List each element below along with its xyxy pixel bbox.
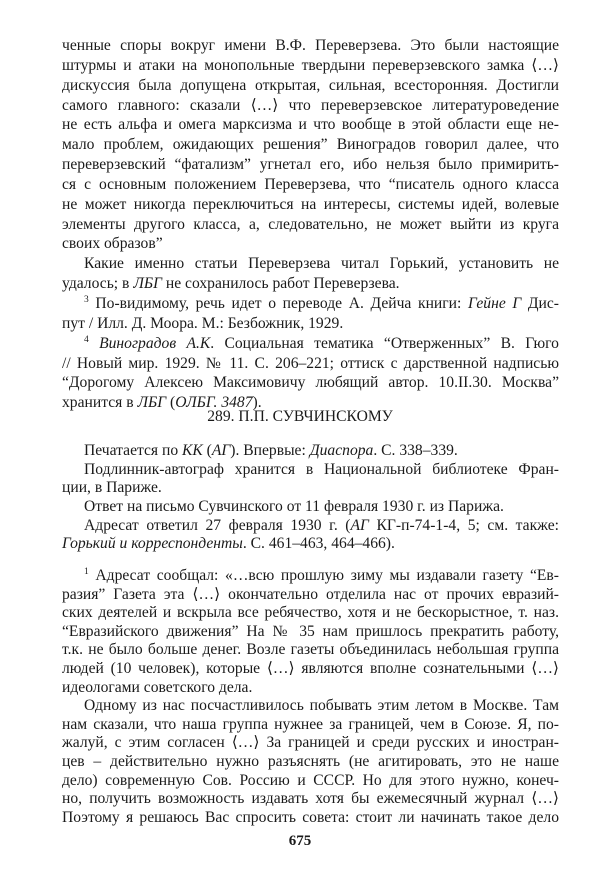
footnote-1	[62, 567, 559, 827]
text-line	[62, 697, 559, 716]
letter-heading: 289. П.П. СУВЧИНСКОМУ	[207, 408, 393, 425]
text-segment: . Социальная тематика “Отверженных” В. Гюго	[210, 334, 559, 352]
text-line	[62, 274, 559, 294]
text-segment: ). Впервые:	[230, 442, 310, 459]
text-line	[62, 76, 559, 96]
text-segment: пут / Илл. Д. Моора. М.: Безбожник, 1929.	[62, 314, 344, 332]
text-line	[62, 373, 559, 393]
text-line	[62, 254, 559, 274]
text-segment: штурмы и атаки на монопольные твердыни переверзевского замка ⟨…⟩	[62, 56, 559, 74]
text-line	[62, 294, 559, 314]
text-segment: Печатается по	[84, 442, 183, 459]
text-segment	[89, 335, 99, 352]
text-line	[62, 234, 559, 254]
text-line	[62, 753, 559, 772]
text-segment: Адресат сообщал: «…всю прошлую зиму мы издавали газету “Ев-	[88, 567, 559, 584]
text-line	[62, 135, 559, 155]
text-line	[62, 660, 559, 679]
italic-text: КК	[182, 442, 203, 459]
text-line	[62, 567, 559, 586]
text-segment: Адресат ответил 27 февраля 1930 г. (	[84, 516, 351, 534]
italic-text: Горький и корреспонденты	[62, 535, 243, 553]
text-segment: ских деятелей и вскрыла все ребячество, хотя и не бескорыстное, т. наз.	[62, 604, 559, 622]
text-segment: Подлинник-автограф хранится в Национальной библиотеке Фран-	[84, 460, 559, 478]
text-segment: переверзевский “фатализм” угнетал его, ибо нельзя было примирить-	[62, 156, 559, 174]
text-segment: дело) современную Сов. Россию и СССР. Но для этого нужно, конеч-	[62, 771, 559, 789]
italic-text: Гейне Г	[467, 294, 522, 312]
letter-source-notes	[62, 442, 559, 554]
text-segment: ции, в Париже.	[62, 479, 162, 497]
text-line	[62, 679, 559, 698]
text-line	[62, 809, 559, 828]
text-line	[62, 314, 559, 334]
italic-text: Диаспора	[309, 442, 374, 459]
text-line	[62, 461, 559, 480]
text-line	[62, 790, 559, 809]
text-segment: мало проблем, ожидающих решения” Виноградов говорил далее, что	[62, 136, 559, 154]
text-line	[62, 155, 559, 175]
text-line	[62, 334, 559, 354]
text-segment: жалуй, с этим согласен ⟨…⟩ За границей и среди русских и иностран-	[62, 734, 559, 752]
page-number: 675	[288, 833, 312, 849]
footnote-marker: 4	[84, 334, 89, 345]
text-line	[62, 641, 559, 660]
text-segment: По-видимому, речь идет о переводе А. Дейча книги:	[88, 294, 468, 312]
text-line	[62, 586, 559, 605]
text-segment: идеологами советского дела.	[62, 678, 253, 696]
text-segment: КГ-п-74-1-4, 5; см. также:	[368, 516, 559, 534]
text-segment: не есть альфа и омега марксизма и что вообще в этой области еще не-	[62, 116, 559, 134]
footnote-marker: 1	[84, 567, 89, 577]
text-segment: Одному из нас посчастливилось побывать этим летом в Москве. Там	[84, 697, 559, 715]
text-line	[62, 479, 559, 498]
text-segment: самого главного: сказали ⟨…⟩ что переверзевское литературоведение	[62, 96, 559, 114]
text-line	[62, 56, 559, 76]
text-segment: людей (10 человек), которые ⟨…⟩ являются вполне сознательными ⟨…⟩	[62, 659, 559, 677]
text-segment: своих образов”	[62, 235, 163, 253]
text-segment: дискуссия была допущена открытая, сильная, всесторонняя. Достигли	[62, 76, 559, 94]
italic-text: ОЛБГ. 3487	[175, 394, 253, 412]
text-segment: нам сказали, что наша группа нужнее за границей, чем в Союзе. Я, по-	[62, 715, 559, 733]
text-line	[62, 716, 559, 735]
text-line	[62, 36, 559, 56]
text-line	[62, 354, 559, 374]
text-line	[62, 96, 559, 116]
text-segment: не сохранилось работ Переверзева.	[161, 275, 400, 293]
text-line	[62, 195, 559, 215]
text-segment: (	[202, 442, 212, 459]
text-segment: удалось; в	[62, 275, 134, 293]
text-segment: “Евразийского движения” На № 35 нам пришлось прекратить работу,	[62, 622, 559, 640]
text-segment: но, получить возможность издавать хотя бы ежемесячный журнал ⟨…⟩	[62, 790, 559, 808]
text-segment: ченные споры вокруг имени В.Ф. Переверзева. Это были настоящие	[62, 37, 559, 54]
text-segment: элементы другого класса, а, следовательно, не может выйти из круга	[62, 215, 559, 233]
text-segment: цев – действительно нужно разъяснять (не агитировать, это не наше	[62, 752, 559, 770]
footnote-marker: 3	[84, 294, 89, 305]
text-line	[62, 772, 559, 791]
text-segment: Ответ на письмо Сувчинского от 11 февраля 1930 г. из Парижа.	[84, 498, 504, 516]
text-segment: ся с основным положением Переверзева, что “писатель одного класса	[62, 175, 559, 193]
text-line	[62, 517, 559, 536]
italic-text: АГ	[350, 516, 369, 534]
text-line	[62, 175, 559, 195]
text-segment: “Дорогому Алексею Максимовичу любящий автор. 10.II.30. Москва”	[62, 374, 559, 392]
text-segment: не может никогда переключиться на интересы, системы идей, волевые	[62, 195, 559, 213]
text-segment: Дис-	[521, 294, 559, 312]
text-segment: (	[166, 394, 176, 412]
italic-text: ЛБГ	[137, 394, 167, 412]
text-line	[62, 442, 559, 461]
text-segment: Какие именно статьи Переверзева читал Горький, установить не	[84, 255, 559, 273]
text-segment: ).	[252, 394, 262, 412]
text-segment: т.к. не было больше денег. Возле газеты объединилась небольшая группа	[62, 641, 559, 659]
text-segment: разия” Газета эта ⟨…⟩ окончательно отделила нас от прочих евразий-	[62, 585, 559, 603]
text-segment: . С. 338–339.	[373, 442, 458, 459]
text-line	[62, 535, 559, 554]
italic-text: ЛБГ	[133, 275, 162, 293]
text-line	[62, 604, 559, 623]
text-segment: . С. 461–463, 464–466).	[242, 535, 395, 553]
text-line	[62, 734, 559, 753]
commentary-continuation	[62, 36, 559, 413]
text-line	[62, 215, 559, 235]
text-segment: // Новый мир. 1929. № 11. С. 206–221; оттиск с дарственной надписью	[62, 354, 559, 372]
text-line	[62, 623, 559, 642]
text-line	[62, 498, 559, 517]
text-segment: Поэтому я решаюсь Вас спросить совета: стоит ли начинать такое дело	[62, 808, 559, 826]
italic-text: Виноградов А.К	[99, 334, 211, 352]
italic-text: АГ	[211, 442, 231, 459]
text-line	[62, 115, 559, 135]
text-segment: хранится в	[62, 394, 138, 412]
